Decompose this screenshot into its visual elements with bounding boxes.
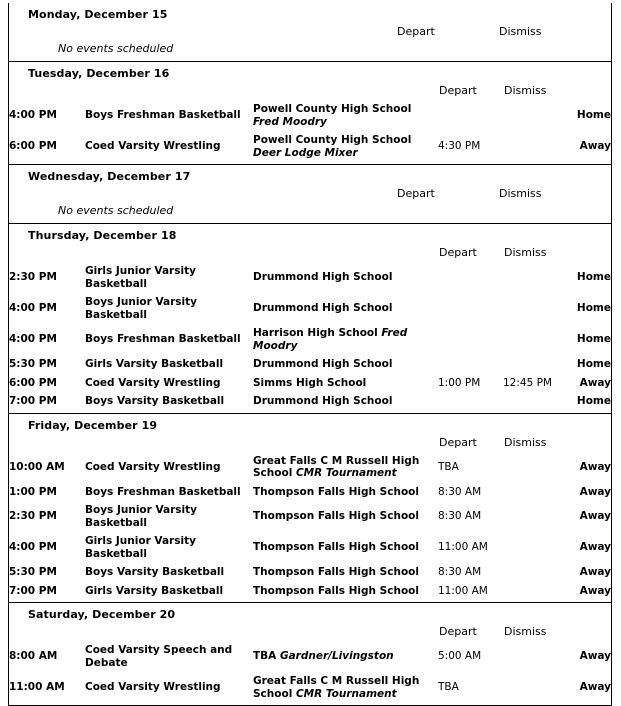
event-opponent xyxy=(253,582,438,603)
event-dismiss-time xyxy=(503,100,563,131)
event-home-away: Away xyxy=(579,681,611,694)
event-time: 2:30 PM xyxy=(9,271,57,284)
depart-column-header: Depart xyxy=(439,246,477,259)
event-home-away: Away xyxy=(579,584,611,597)
day-block xyxy=(9,414,611,604)
opponent-note: Fred Moodry xyxy=(253,115,327,128)
opponent-name: Drummond High School xyxy=(253,271,393,284)
event-home-away: Away xyxy=(579,140,611,153)
day-title: Thursday, December 18 xyxy=(28,229,177,242)
table-row[interactable] xyxy=(9,483,611,502)
dismiss-column-header: Dismiss xyxy=(504,625,547,638)
opponent-name: Thompson Falls High School xyxy=(253,566,419,578)
opponent-note: Fred Moodry xyxy=(253,327,408,352)
no-events-message: No events scheduled xyxy=(58,204,174,217)
event-opponent xyxy=(253,131,438,164)
table-row[interactable] xyxy=(9,131,611,164)
event-time: 6:00 PM xyxy=(9,140,57,153)
event-opponent xyxy=(253,100,438,131)
event-activity[interactable]: Boys Freshman Basketball xyxy=(85,333,241,346)
event-home-away: Home xyxy=(576,271,611,284)
opponent-name: Powell County High School xyxy=(253,134,412,146)
event-home-away: Away xyxy=(579,650,611,663)
event-activity[interactable]: Girls Varsity Basketball xyxy=(85,584,224,597)
column-header-row xyxy=(9,83,611,100)
event-time: 4:00 PM xyxy=(9,109,57,122)
day-block xyxy=(9,165,611,224)
opponent-name: Thompson Falls High School xyxy=(253,584,419,597)
event-dismiss-time xyxy=(503,582,563,603)
event-activity[interactable]: Boys Junior Varsity Basketball xyxy=(85,504,197,529)
event-depart-time: TBA xyxy=(438,681,459,694)
event-home-away: Home xyxy=(576,333,611,346)
dismiss-column-header: Dismiss xyxy=(504,435,547,449)
event-depart-time: 5:00 AM xyxy=(438,650,482,663)
event-activity[interactable]: Coed Varsity Wrestling xyxy=(85,140,221,153)
opponent-name: TBA xyxy=(253,650,277,663)
table-row[interactable] xyxy=(9,293,611,324)
column-header-row xyxy=(9,624,611,641)
event-activity[interactable]: Girls Junior Varsity Basketball xyxy=(85,535,196,560)
table-row[interactable] xyxy=(9,582,611,603)
event-dismiss-time xyxy=(503,355,563,374)
event-time: 2:30 PM xyxy=(9,510,57,523)
event-depart-time xyxy=(438,355,503,374)
day-title: Wednesday, December 17 xyxy=(28,170,191,183)
event-home-away: Away xyxy=(579,485,611,498)
event-opponent xyxy=(253,293,438,324)
event-dismiss-time xyxy=(503,672,563,705)
event-opponent xyxy=(253,355,438,374)
event-activity[interactable]: Boys Freshman Basketball xyxy=(85,485,241,498)
opponent-name: Drummond High School xyxy=(253,358,393,370)
depart-column-header: Depart xyxy=(397,187,435,200)
no-events-message: No events scheduled xyxy=(58,42,174,55)
event-dismiss-time xyxy=(503,532,563,563)
table-row[interactable] xyxy=(9,672,611,705)
event-activity[interactable]: Girls Junior Varsity Basketball xyxy=(85,265,196,290)
opponent-name: Harrison High School xyxy=(253,327,378,339)
day-block xyxy=(9,603,611,706)
event-depart-time xyxy=(438,392,503,413)
event-depart-time: 8:30 AM xyxy=(438,485,482,498)
event-depart-time: 8:30 AM xyxy=(438,566,482,578)
column-header-row xyxy=(9,186,611,203)
event-time: 7:00 PM xyxy=(9,395,57,407)
event-activity[interactable]: Girls Varsity Basketball xyxy=(85,358,224,370)
table-row[interactable] xyxy=(9,262,611,293)
event-dismiss-time xyxy=(503,641,563,672)
event-home-away: Away xyxy=(579,541,611,554)
opponent-name: Simms High School xyxy=(253,376,367,389)
event-depart-time: 4:30 PM xyxy=(438,140,481,153)
event-dismiss-time xyxy=(503,262,563,293)
event-depart-time xyxy=(438,262,503,293)
event-time: 4:00 PM xyxy=(9,541,57,554)
event-depart-time xyxy=(438,100,503,131)
events-table xyxy=(9,262,611,413)
table-row[interactable] xyxy=(9,355,611,374)
opponent-name: Thompson Falls High School xyxy=(253,510,419,523)
day-title: Monday, December 15 xyxy=(28,8,168,21)
depart-column-header: Depart xyxy=(439,625,477,638)
event-activity[interactable]: Coed Varsity Wrestling xyxy=(85,376,221,389)
opponent-name: Thompson Falls High School xyxy=(253,485,419,498)
opponent-name: Powell County High School xyxy=(253,103,412,115)
event-time: 11:00 AM xyxy=(9,681,65,694)
event-depart-time: 11:00 AM xyxy=(438,584,488,597)
event-dismiss-time xyxy=(503,452,563,483)
depart-column-header: Depart xyxy=(439,435,477,449)
event-activity[interactable]: Coed Varsity Wrestling xyxy=(85,460,221,473)
event-activity[interactable]: Coed Varsity Speech and Debate xyxy=(85,644,233,669)
events-table xyxy=(9,452,611,603)
event-dismiss-time: 12:45 PM xyxy=(503,376,552,389)
dismiss-column-header: Dismiss xyxy=(499,25,542,38)
event-dismiss-time xyxy=(503,483,563,502)
table-row[interactable] xyxy=(9,563,611,582)
table-row[interactable] xyxy=(9,501,611,532)
event-opponent xyxy=(253,563,438,582)
event-home-away: Home xyxy=(576,358,611,370)
event-time: 7:00 PM xyxy=(9,584,57,597)
event-depart-time: 11:00 AM xyxy=(438,541,488,554)
opponent-note: CMR Tournament xyxy=(295,687,397,700)
event-dismiss-time xyxy=(503,501,563,532)
table-row[interactable] xyxy=(9,100,611,131)
event-opponent xyxy=(253,532,438,563)
event-time: 10:00 AM xyxy=(9,460,65,473)
column-header-row xyxy=(9,435,611,452)
event-home-away: Home xyxy=(576,395,611,407)
opponent-name: Drummond High School xyxy=(253,395,393,407)
event-time: 5:30 PM xyxy=(9,358,57,370)
athletics-schedule xyxy=(8,3,612,706)
opponent-note: Deer Lodge Mixer xyxy=(253,146,358,159)
day-title: Friday, December 19 xyxy=(28,418,158,432)
event-time: 5:30 PM xyxy=(9,566,57,578)
table-row[interactable] xyxy=(9,452,611,483)
event-dismiss-time xyxy=(503,563,563,582)
event-time: 6:00 PM xyxy=(9,376,57,389)
event-time: 4:00 PM xyxy=(9,302,57,315)
day-block xyxy=(9,3,611,62)
event-depart-time: 8:30 AM xyxy=(438,510,482,523)
event-depart-time: 1:00 PM xyxy=(438,376,481,389)
opponent-name: Thompson Falls High School xyxy=(253,541,419,554)
event-opponent xyxy=(253,641,438,672)
event-depart-time xyxy=(438,324,503,355)
table-row[interactable] xyxy=(9,641,611,672)
event-opponent xyxy=(253,392,438,413)
event-time: 1:00 PM xyxy=(9,485,57,498)
table-row[interactable] xyxy=(9,392,611,413)
events-table xyxy=(9,641,611,705)
event-opponent xyxy=(253,501,438,532)
day-title: Tuesday, December 16 xyxy=(28,67,170,80)
depart-column-header: Depart xyxy=(439,84,477,97)
dismiss-column-header: Dismiss xyxy=(504,84,547,97)
event-home-away: Away xyxy=(579,376,611,389)
opponent-note: Gardner/Livingston xyxy=(279,650,394,663)
event-activity[interactable]: Boys Varsity Basketball xyxy=(85,566,225,578)
event-activity[interactable]: Coed Varsity Wrestling xyxy=(85,681,221,694)
column-header-row xyxy=(9,245,611,262)
event-activity[interactable]: Boys Junior Varsity Basketball xyxy=(85,296,197,321)
event-home-away: Away xyxy=(579,510,611,523)
day-title: Saturday, December 20 xyxy=(28,608,176,621)
event-opponent xyxy=(253,483,438,502)
event-depart-time xyxy=(438,293,503,324)
dismiss-column-header: Dismiss xyxy=(504,246,547,259)
event-home-away: Home xyxy=(576,109,611,122)
event-dismiss-time xyxy=(503,131,563,164)
opponent-note: CMR Tournament xyxy=(295,467,397,479)
event-dismiss-time xyxy=(503,324,563,355)
event-time: 8:00 AM xyxy=(9,650,58,663)
table-row[interactable] xyxy=(9,532,611,563)
event-time: 4:00 PM xyxy=(9,333,57,346)
dismiss-column-header: Dismiss xyxy=(499,187,542,200)
opponent-name: Great Falls C M Russell High School xyxy=(253,454,420,479)
event-dismiss-time xyxy=(503,293,563,324)
event-activity[interactable]: Boys Varsity Basketball xyxy=(85,395,225,407)
event-home-away: Away xyxy=(579,566,611,578)
event-dismiss-time xyxy=(503,392,563,413)
events-table xyxy=(9,100,611,164)
event-opponent xyxy=(253,452,438,483)
event-activity[interactable]: Boys Freshman Basketball xyxy=(85,109,241,122)
event-depart-time: TBA xyxy=(438,460,459,473)
opponent-name: Great Falls C M Russell High School xyxy=(253,675,420,700)
day-block xyxy=(9,62,611,165)
event-opponent xyxy=(253,672,438,705)
table-row[interactable] xyxy=(9,374,611,393)
event-opponent xyxy=(253,324,438,355)
event-opponent xyxy=(253,262,438,293)
opponent-name: Drummond High School xyxy=(253,302,393,315)
event-home-away: Home xyxy=(576,302,611,315)
event-opponent xyxy=(253,374,438,393)
depart-column-header: Depart xyxy=(397,25,435,38)
event-home-away: Away xyxy=(579,460,611,473)
column-header-row xyxy=(9,24,611,41)
table-row[interactable] xyxy=(9,324,611,355)
day-block xyxy=(9,224,611,414)
